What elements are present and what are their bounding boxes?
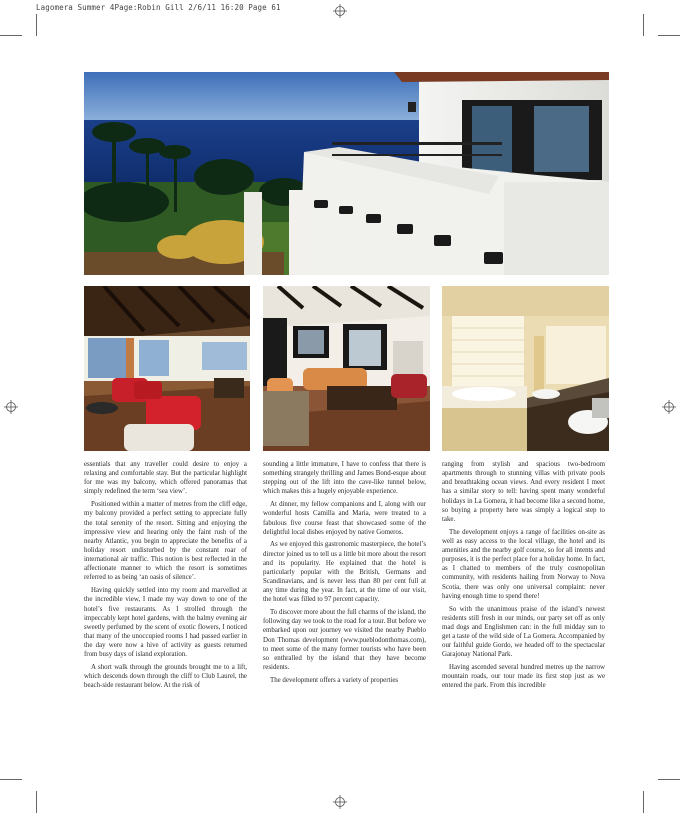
article-column-2 [263,460,426,689]
photo-bathroom [442,286,609,451]
registration-mark-bottom [333,795,347,809]
paragraph: To discover more about the full charms of the island, the following day we took to the road for a tour. But before we embarked upon our journey we visited the nearby Pueblo Don Thomas development (www.pueblodonthomas.com), to meet some of the many former tourists who have been so enthralled by the island that they have become residents. [263,609,426,672]
crop-mark-top-left-h [0,35,22,36]
crop-mark-bottom-right-v [643,791,644,813]
print-slug: Lagomera Summer 4Page:Robin Gill 2/6/11 16:20 Page 61 [36,3,281,12]
registration-mark-left [4,400,18,414]
paragraph: As we enjoyed this gastronomic masterpiece, the hotel’s director joined us to tell us a little bit more about the resort and its popularity. He explained that the hotel is particularly popular with the British, Germans and Scandinavians, and is never less than 80 per cent full at any time during the year. In fact, at the time of our visit, the hotel was filled to 97 percent capacity. [263,541,426,604]
paragraph: Having quickly settled into my room and marvelled at the incredible view, I made my way down to one of the hotel’s five restaurants. As I strolled through the impeccably kept hotel gardens, with the balmy evening air sweetly perfumed by the scent of exotic flowers, I noticed that many of the unoccupied rooms I had passed earlier in the day were now a hive of activity as guests returned from busy days of island exploration. [84,587,247,659]
paragraph: ranging from stylish and spacious two-bedroom apartments through to stunning villas with private pools and breathtaking ocean views. And every resident I meet has a similar story to tell: having spent many wonderful holidays in La Gomera, it had become like a second home, so buying a property here was simply a logical step to take. [442,461,605,523]
photo-living-room [263,286,430,451]
paragraph: Having ascended several hundred metres up the narrow mountain roads, our tour made its first stop just as we entered the park. From this incredible [442,664,605,690]
article-column-1 [84,460,247,694]
crop-mark-bottom-right-h [658,779,680,780]
paragraph: A short walk through the grounds brought me to a lift, which descends down through the cliff to Club Laurel, the beach-side restaurant below. At the risk of [84,664,247,690]
crop-mark-bottom-left-h [0,779,22,780]
paragraph: At dinner, my fellow companions and I, along with our wonderful hosts Camilla and Maria, were treated to a fabulous five course feast that showcased some of the delightful local dishes enjoyed by native Gomeros. [263,501,426,536]
crop-mark-top-right-v [643,14,644,36]
photo-resort-balcony [84,72,609,275]
article-column-3 [442,460,605,694]
crop-mark-top-left-v [36,14,37,36]
paragraph: So with the unanimous praise of the island’s newest residents still fresh in our minds, our party set off as only mad dogs and Englishmen can: in the full midday sun to get a taste of the wild side of La Gomera. Accompanied by our faithful guide Gordo, we headed off to the spectacular Garajonay National Park. [442,605,605,659]
crop-mark-top-right-h [658,35,680,36]
registration-mark-right [662,400,676,414]
crop-mark-bottom-left-v [36,791,37,813]
photo-lounge [84,286,250,451]
paragraph: Positioned within a matter of metres from the cliff edge, my balcony provided a perfect setting to appreciate fully the total serenity of the resort. Sitting and enjoying the impressive view and hearing only the faint rush of the nearby Atlantic, you begin to appreciate the benefits of a holiday resort undisturbed by the constant roar of international air traffic. This notion is best reflected in the affectionate manner to which the resort is sometimes referred to as being ‘an oasis of silence’. [84,501,247,582]
paragraph: sounding a little immature, I have to confess that there is something strangely thrilling and James Bond-esque about stepping out of the lift into the cave-like tunnel below, which makes this a hugely enjoyable experience. [263,461,426,496]
registration-mark-top [333,4,347,18]
paragraph: The development enjoys a range of facilities on-site as well as easy access to the local village, the hotel and its amenities and the nearby golf course, so for all intents and purposes, it is the perfect place for a holiday home. In fact, as I chatted to members of the truly cosmopolitan community, with residents hailing from Norway to Nova Scotia, there was only one universal complaint: never having enough time to spend there! [442,528,605,600]
paragraph: essentials that any traveller could desire to enjoy a relaxing and comfortable stay. But the particular highlight for me was my balcony, which offered panoramas that simply redefined the term ‘sea view’. [84,461,247,496]
paragraph: The development offers a variety of properties [270,676,399,684]
